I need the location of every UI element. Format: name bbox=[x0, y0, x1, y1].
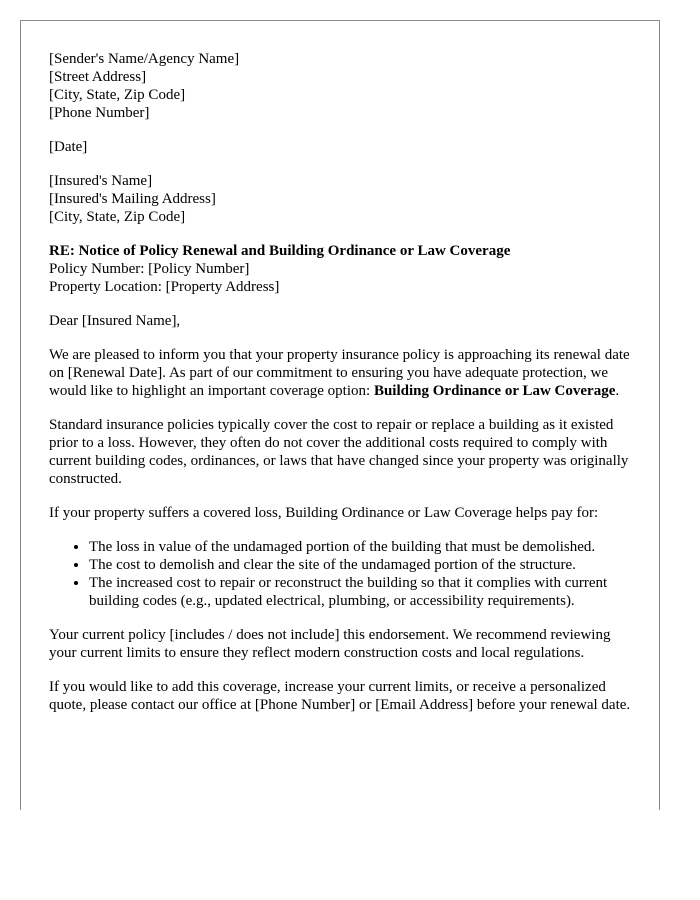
sender-name: [Sender's Name/Agency Name] bbox=[49, 51, 240, 67]
date-block bbox=[49, 138, 631, 156]
paragraph-intro-end: . bbox=[615, 383, 620, 399]
list-item: • The increased cost to repair or reconstruct the building so that it complies with current building codes (e.g., updated electrical, plumbing, or accessibility requirements). bbox=[89, 574, 631, 610]
salutation: Dear [Insured Name], bbox=[49, 313, 181, 329]
subject-re: RE: Notice of Policy Renewal and Building Ordinance or Law Coverage bbox=[49, 243, 511, 259]
recipient-city: [City, State, Zip Code] bbox=[49, 209, 186, 225]
list-item: • The loss in value of the undamaged portion of the building that must be demolished. bbox=[89, 538, 631, 556]
paragraph-covered-loss: If your property suffers a covered loss, Building Ordinance or Law Coverage helps pay for: bbox=[49, 505, 599, 521]
sender-city: [City, State, Zip Code] bbox=[49, 87, 186, 103]
recipient-name: [Insured's Name] bbox=[49, 173, 153, 189]
recipient-address: [Insured's Mailing Address] bbox=[49, 191, 216, 207]
sender-street: [Street Address] bbox=[49, 69, 147, 85]
paragraph-contact: If you would like to add this coverage, increase your current limits, or receive a personalized quote, please contact our office at [Phone Number] or [Email Address] before your renewal date. bbox=[49, 679, 631, 713]
sender-phone: [Phone Number] bbox=[49, 105, 150, 121]
letter-date: [Date] bbox=[49, 139, 88, 155]
paragraph-current-policy: Your current policy [includes / does not include] this endorsement. We recommend reviewing your current limits to ensure they reflect modern construction costs and local regulations. bbox=[49, 627, 611, 661]
letter-page bbox=[20, 20, 660, 810]
paragraph-standard-policies: Standard insurance policies typically cover the cost to repair or replace a building as it existed prior to a loss. However, they often do not cover the additional costs required to comply with current building codes, ordinances, or laws that have changed since your property was originally constructed. bbox=[49, 417, 629, 487]
paragraph-intro bbox=[49, 346, 631, 400]
policy-number: Policy Number: [Policy Number] bbox=[49, 261, 250, 277]
subject-block bbox=[49, 242, 631, 296]
paragraph-intro-text: We are pleased to inform you that your property insurance policy is approaching its renewal date on [Renewal Date]. As part of our commitment to ensuring you have adequate protection, we would like to highlight an important coverage option: bbox=[49, 347, 630, 399]
coverage-name-emphasis: Building Ordinance or Law Coverage bbox=[373, 383, 616, 399]
coverage-list bbox=[49, 538, 631, 610]
list-item: • The cost to demolish and clear the site of the undamaged portion of the structure. bbox=[89, 556, 631, 574]
sender-block bbox=[49, 50, 631, 122]
property-location: Property Location: [Property Address] bbox=[49, 279, 280, 295]
recipient-block bbox=[49, 172, 631, 226]
